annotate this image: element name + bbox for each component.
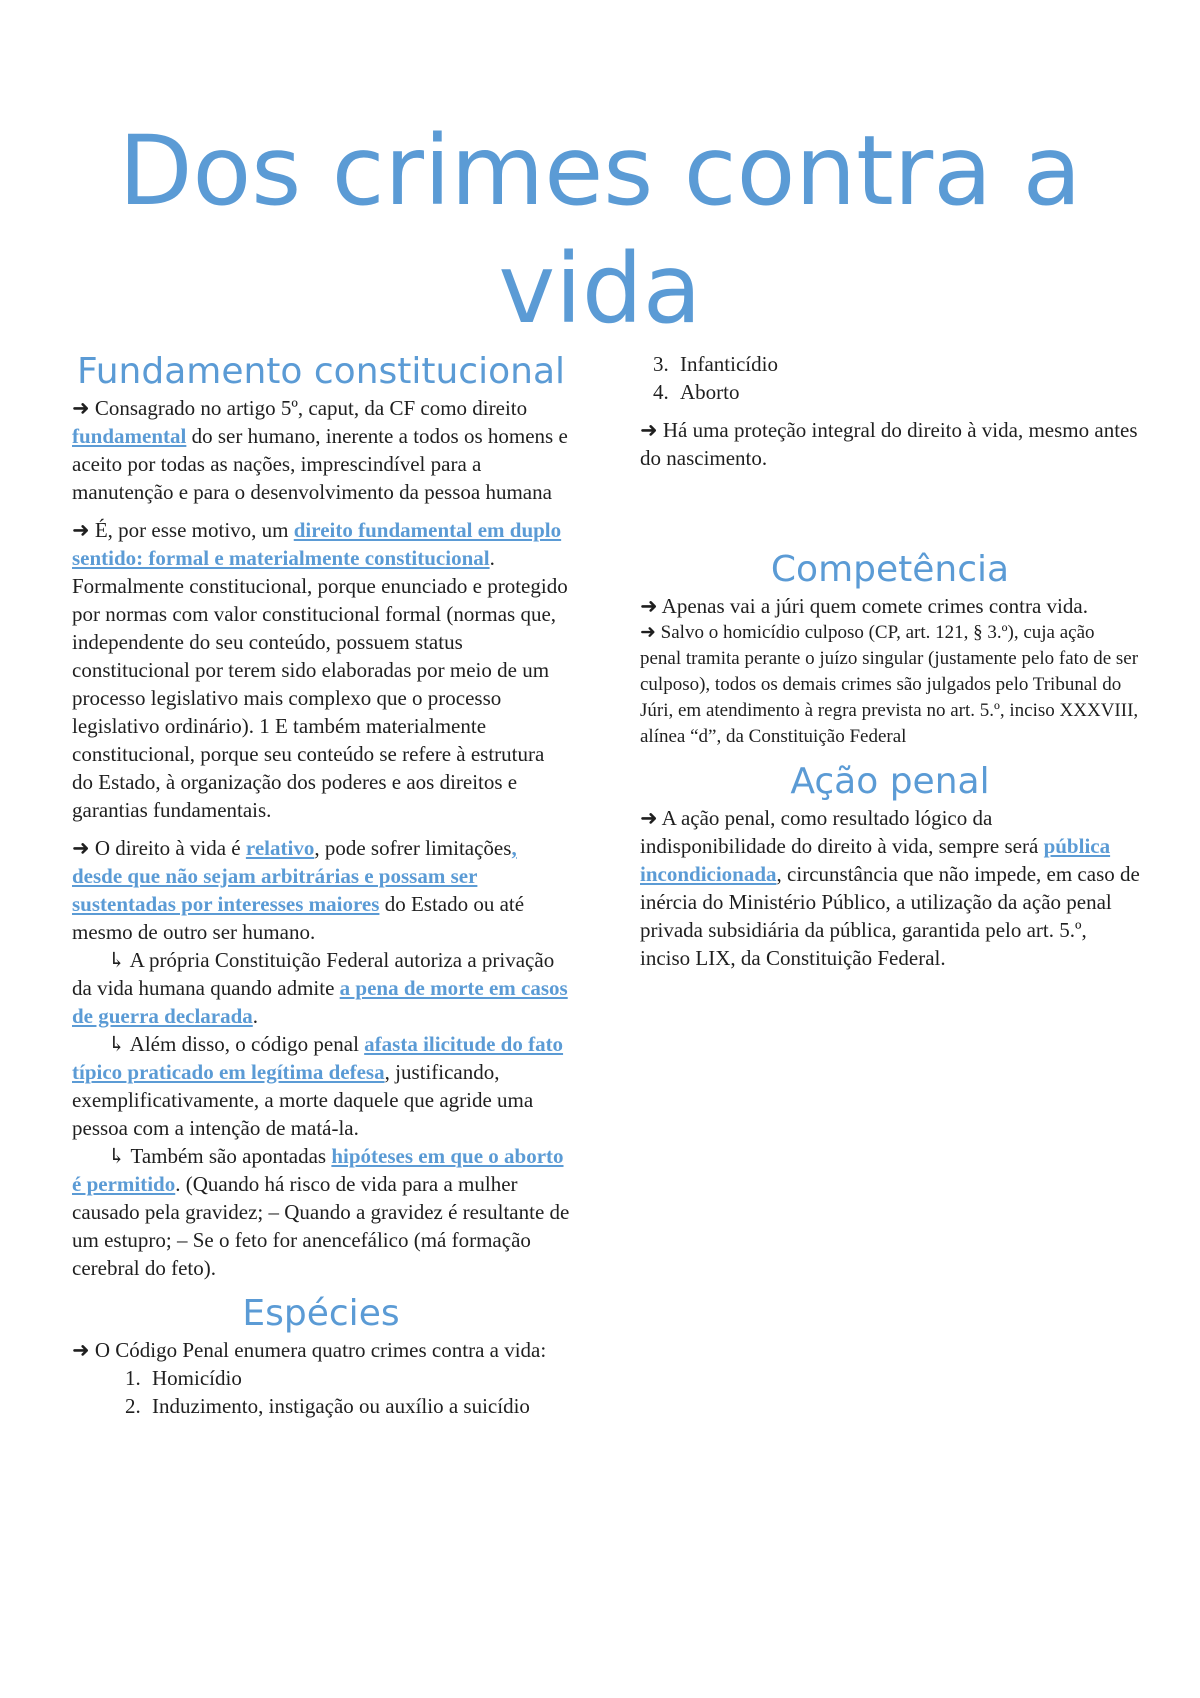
- highlighted-term: direito fundamental em duplo sentido: formal e materialmente constitucional: [72, 518, 562, 570]
- subpoint-aborto-permitido: ↳ Também são apontadas hipóteses em que o aborto é permitido. (Quando há risco de vida para a mulher causado pela gravidez; – Quando a gravidez é resultante de um estupro; – Se o feto for anencefálico (má formação cerebral do feto).: [72, 1144, 570, 1280]
- highlighted-term: afasta ilicitude do fato típico praticado em legítima defesa: [72, 1032, 564, 1084]
- document-title: Dos crimes contra a vida: [118, 115, 1082, 345]
- highlighted-term: pública incondicionada: [640, 834, 1111, 886]
- paragraph-acao-penal: ➜ A ação penal, como resultado lógico da indisponibilidade do direito à vida, sempre será pública incondicionada, circunstância que não impede, em caso de inércia do Ministério Público, a utilização da ação penal privada subsidiária da pública, garantida pelo art. 5.º, inciso LIX, da Constituição Federal.: [640, 806, 1140, 970]
- list-item: 2. Induzimento, instigação ou auxílio a suicídio: [146, 1392, 570, 1420]
- list-item: 3. Infanticídio: [674, 350, 1140, 378]
- subpoint-legitima-defesa: ↳ Além disso, o código penal afasta ilicitude do fato típico praticado em legítima defesa, justificando, exemplificativamente, a morte daquele que agride uma pessoa com a intenção de matá-la.: [72, 1032, 564, 1140]
- heading-competencia: Competência: [770, 549, 1010, 590]
- heading-especies: Espécies: [242, 1293, 400, 1334]
- highlighted-term: a pena de morte em casos de guerra declarada: [72, 976, 568, 1028]
- highlighted-term: fundamental: [72, 424, 187, 448]
- left-column: [72, 350, 570, 1420]
- list-item: 1. Homicídio: [146, 1364, 570, 1392]
- paragraph-fundamento-1: ➜ Consagrado no artigo 5º, caput, da CF como direito fundamental do ser humano, inerente a todos os homens e aceito por todas as nações, imprescindível para a manutenção e para o desenvolvimento da pessoa humana: [72, 396, 568, 504]
- heading-fundamento: Fundamento constitucional: [76, 351, 566, 392]
- heading-acao-penal: Ação penal: [790, 761, 990, 802]
- paragraph-especies-intro: ➜ O Código Penal enumera quatro crimes contra a vida:: [72, 1338, 547, 1362]
- highlighted-term: relativo: [245, 836, 315, 860]
- paragraph-fundamento-3: ➜ O direito à vida é relativo, pode sofrer limitações, desde que não sejam arbitrárias e possam ser sustentadas por interesses maiores do Estado ou até mesmo de outro ser humano.: [72, 836, 525, 944]
- highlighted-term: , desde que não sejam arbitrárias e possam ser sustentadas por interesses maiores: [72, 836, 517, 916]
- right-column: [640, 350, 1140, 982]
- paragraph-competencia-1: ➜ Apenas vai a júri quem comete crimes contra vida.: [640, 594, 1088, 618]
- paragraph-competencia-2: ➜ Salvo o homicídio culposo (CP, art. 121, § 3.º), cuja ação penal tramita perante o juízo singular (justamente pelo fato de ser culposo), todos os demais crimes são julgados pelo Tribunal do Júri, em atendimento à regra prevista no art. 5.º, inciso XXXVIII, alínea “d”, da Constituição Federal: [640, 622, 1139, 747]
- paragraph-especies-note: ➜ Há uma proteção integral do direito à vida, mesmo antes do nascimento.: [640, 418, 1138, 470]
- especies-list-part-2: [640, 350, 1140, 406]
- list-item: 4. Aborto: [674, 378, 1140, 406]
- paragraph-fundamento-2: ➜ É, por esse motivo, um direito fundamental em duplo sentido: formal e materialmente constitucional. Formalmente constitucional, porque enunciado e protegido por normas com valor constitucional formal (normas que, independente do seu conteúdo, possuem status constitucional por terem sido elaboradas por meio de um processo legislativo mais complexo que o processo legislativo ordinário). 1 E também materialmente constitucional, porque seu conteúdo se refere à estrutura do Estado, à organização dos poderes e aos direitos e garantias fundamentais.: [72, 518, 568, 822]
- subpoint-pena-de-morte: ↳ A própria Constituição Federal autoriza a privação da vida humana quando admite a pena de morte em casos de guerra declarada.: [72, 948, 568, 1028]
- especies-list-part-1: [72, 1364, 570, 1420]
- highlighted-term: hipóteses em que o aborto é permitido: [72, 1144, 564, 1196]
